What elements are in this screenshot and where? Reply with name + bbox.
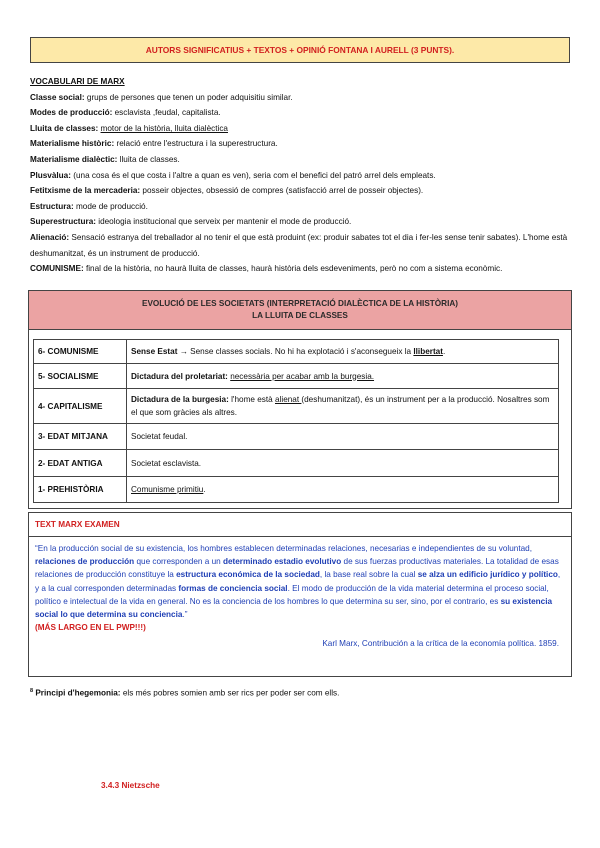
vocab-item: Modes de producció: esclavista ,feudal, capitalista. (30, 108, 221, 118)
table-row (34, 424, 559, 450)
vocab-item: COMUNISME: final de la història, no haurà lluita de classes, haurà història dels esdeveniments, però no com a sistema econòmic. (30, 264, 503, 274)
footnote-mark: 8 (30, 688, 34, 694)
vocab-item: Alienació: Sensació estranya del treballador al no tenir el que està produint (ex: produir sabates tot el dia i fer-les sense tenir sabates). L'home està deshumanitzat, és un instrument de producció. (30, 232, 568, 258)
table-row (34, 477, 559, 503)
vocab-item: Superestructura: ideologia institucional que serveix per mantenir el mode de producció. (30, 217, 352, 227)
vocab-item: Lluita de classes: motor de la història, lluita dialèctica (30, 123, 228, 133)
marx-quote: “En la producción social de su existencia, los hombres establecen determinadas relaciones, necesarias e independientes de su voluntad, relaciones de producción que corresponden a un determinado estadio evolutivo de sus fuerzas productivas materiales. La totalidad de esas relaciones de producción constituye la estructura económica de la sociedad, la base real sobre la cual se alza un edificio jurídico y político, y a la cual corresponden determinadas formas de conciencia social. El modo de producción de la vida material determina el proceso social, político e intelectual de la vida en general. No es la conciencia de los hombres lo que determina su ser, sino, por el contrario, es su existencia social lo que determina su conciencia.” (MÁS LARGO EN EL PWP!!!) Karl Marx, Contribución a la crítica de la economía política. 1859. (29, 537, 571, 651)
stages-table (33, 339, 559, 503)
stage-description: Societat esclavista. (127, 450, 559, 477)
stage-description: Sense Estat → Sense classes socials. No hi ha explotació i s'aconsegueix la llibertat. (127, 340, 559, 364)
stage-description: Comunisme primitiu. (127, 477, 559, 503)
vocab-item: Fetitxisme de la mercaderia: posseir objectes, obsessió de compres (satisfacció arrel de posseir objectes). (30, 186, 424, 196)
stage-name: 6- COMUNISME (34, 340, 127, 364)
table-row (34, 389, 559, 424)
stage-name: 2- EDAT ANTIGA (34, 450, 127, 477)
table-row (34, 364, 559, 389)
vocab-item: Classe social: grups de persones que tenen un poder adquisitiu similar. (30, 92, 293, 102)
stage-name: 1- PREHISTÒRIA (34, 477, 127, 503)
stage-description: Societat feudal. (127, 424, 559, 450)
stage-name: 3- EDAT MITJANA (34, 424, 127, 450)
exam-text-box (28, 512, 572, 677)
table-row (34, 340, 559, 364)
section-header-title: AUTORS SIGNIFICATIUS + TEXTOS + OPINIÓ FONTANA I AURELL (3 PUNTS). (145, 45, 455, 55)
stage-name: 4- CAPITALISME (34, 389, 127, 424)
stage-name: 5- SOCIALISME (34, 364, 127, 389)
vocab-item: Estructura: mode de producció. (30, 201, 148, 211)
evolution-title: EVOLUCIÓ DE LES SOCIETATS (INTERPRETACIÓ DIALÈCTICA DE LA HISTÒRIA) (142, 299, 458, 308)
vocabulary-title: VOCABULARI DE MARX (30, 77, 125, 86)
table-row (34, 450, 559, 477)
vocab-item: Plusvàlua: (una cosa és el que costa i l'altre a quan es ven), seria com el benefici del patró arrel dels empleats. (30, 170, 436, 180)
stage-description: Dictadura del proletariat: necessària per acabar amb la burgesia. (127, 364, 559, 389)
stage-description: Dictadura de la burgesia: l'home està alienat (deshumanitzat), és un instrument per a la producció. Nosaltres som el que som gràcies als altres. (127, 389, 559, 424)
section-header (30, 37, 570, 63)
vocab-item: Materialisme històric: relació entre l'estructura i la superestructura. (30, 139, 278, 149)
next-section-heading: 3.4.3 Nietzsche (101, 781, 160, 790)
exam-note: (MÁS LARGO EN EL PWP!!!) (35, 623, 146, 633)
vocabulary-section (30, 74, 575, 277)
evolution-header (29, 291, 571, 330)
vocab-item: Materialisme dialèctic: lluita de classes. (30, 154, 180, 164)
quote-citation: Karl Marx, Contribución a la crítica de la economía política. 1859. (322, 639, 559, 649)
evolution-box (28, 290, 572, 509)
arrow-icon: → (177, 347, 191, 356)
evolution-subtitle: LA LLUITA DE CLASSES (252, 311, 348, 320)
exam-title: TEXT MARX EXAMEN (29, 513, 571, 537)
footnote: $^8$ Principi d'hegemonia: els més pobres somien amb ser rics per poder ser com ells. (30, 688, 340, 698)
